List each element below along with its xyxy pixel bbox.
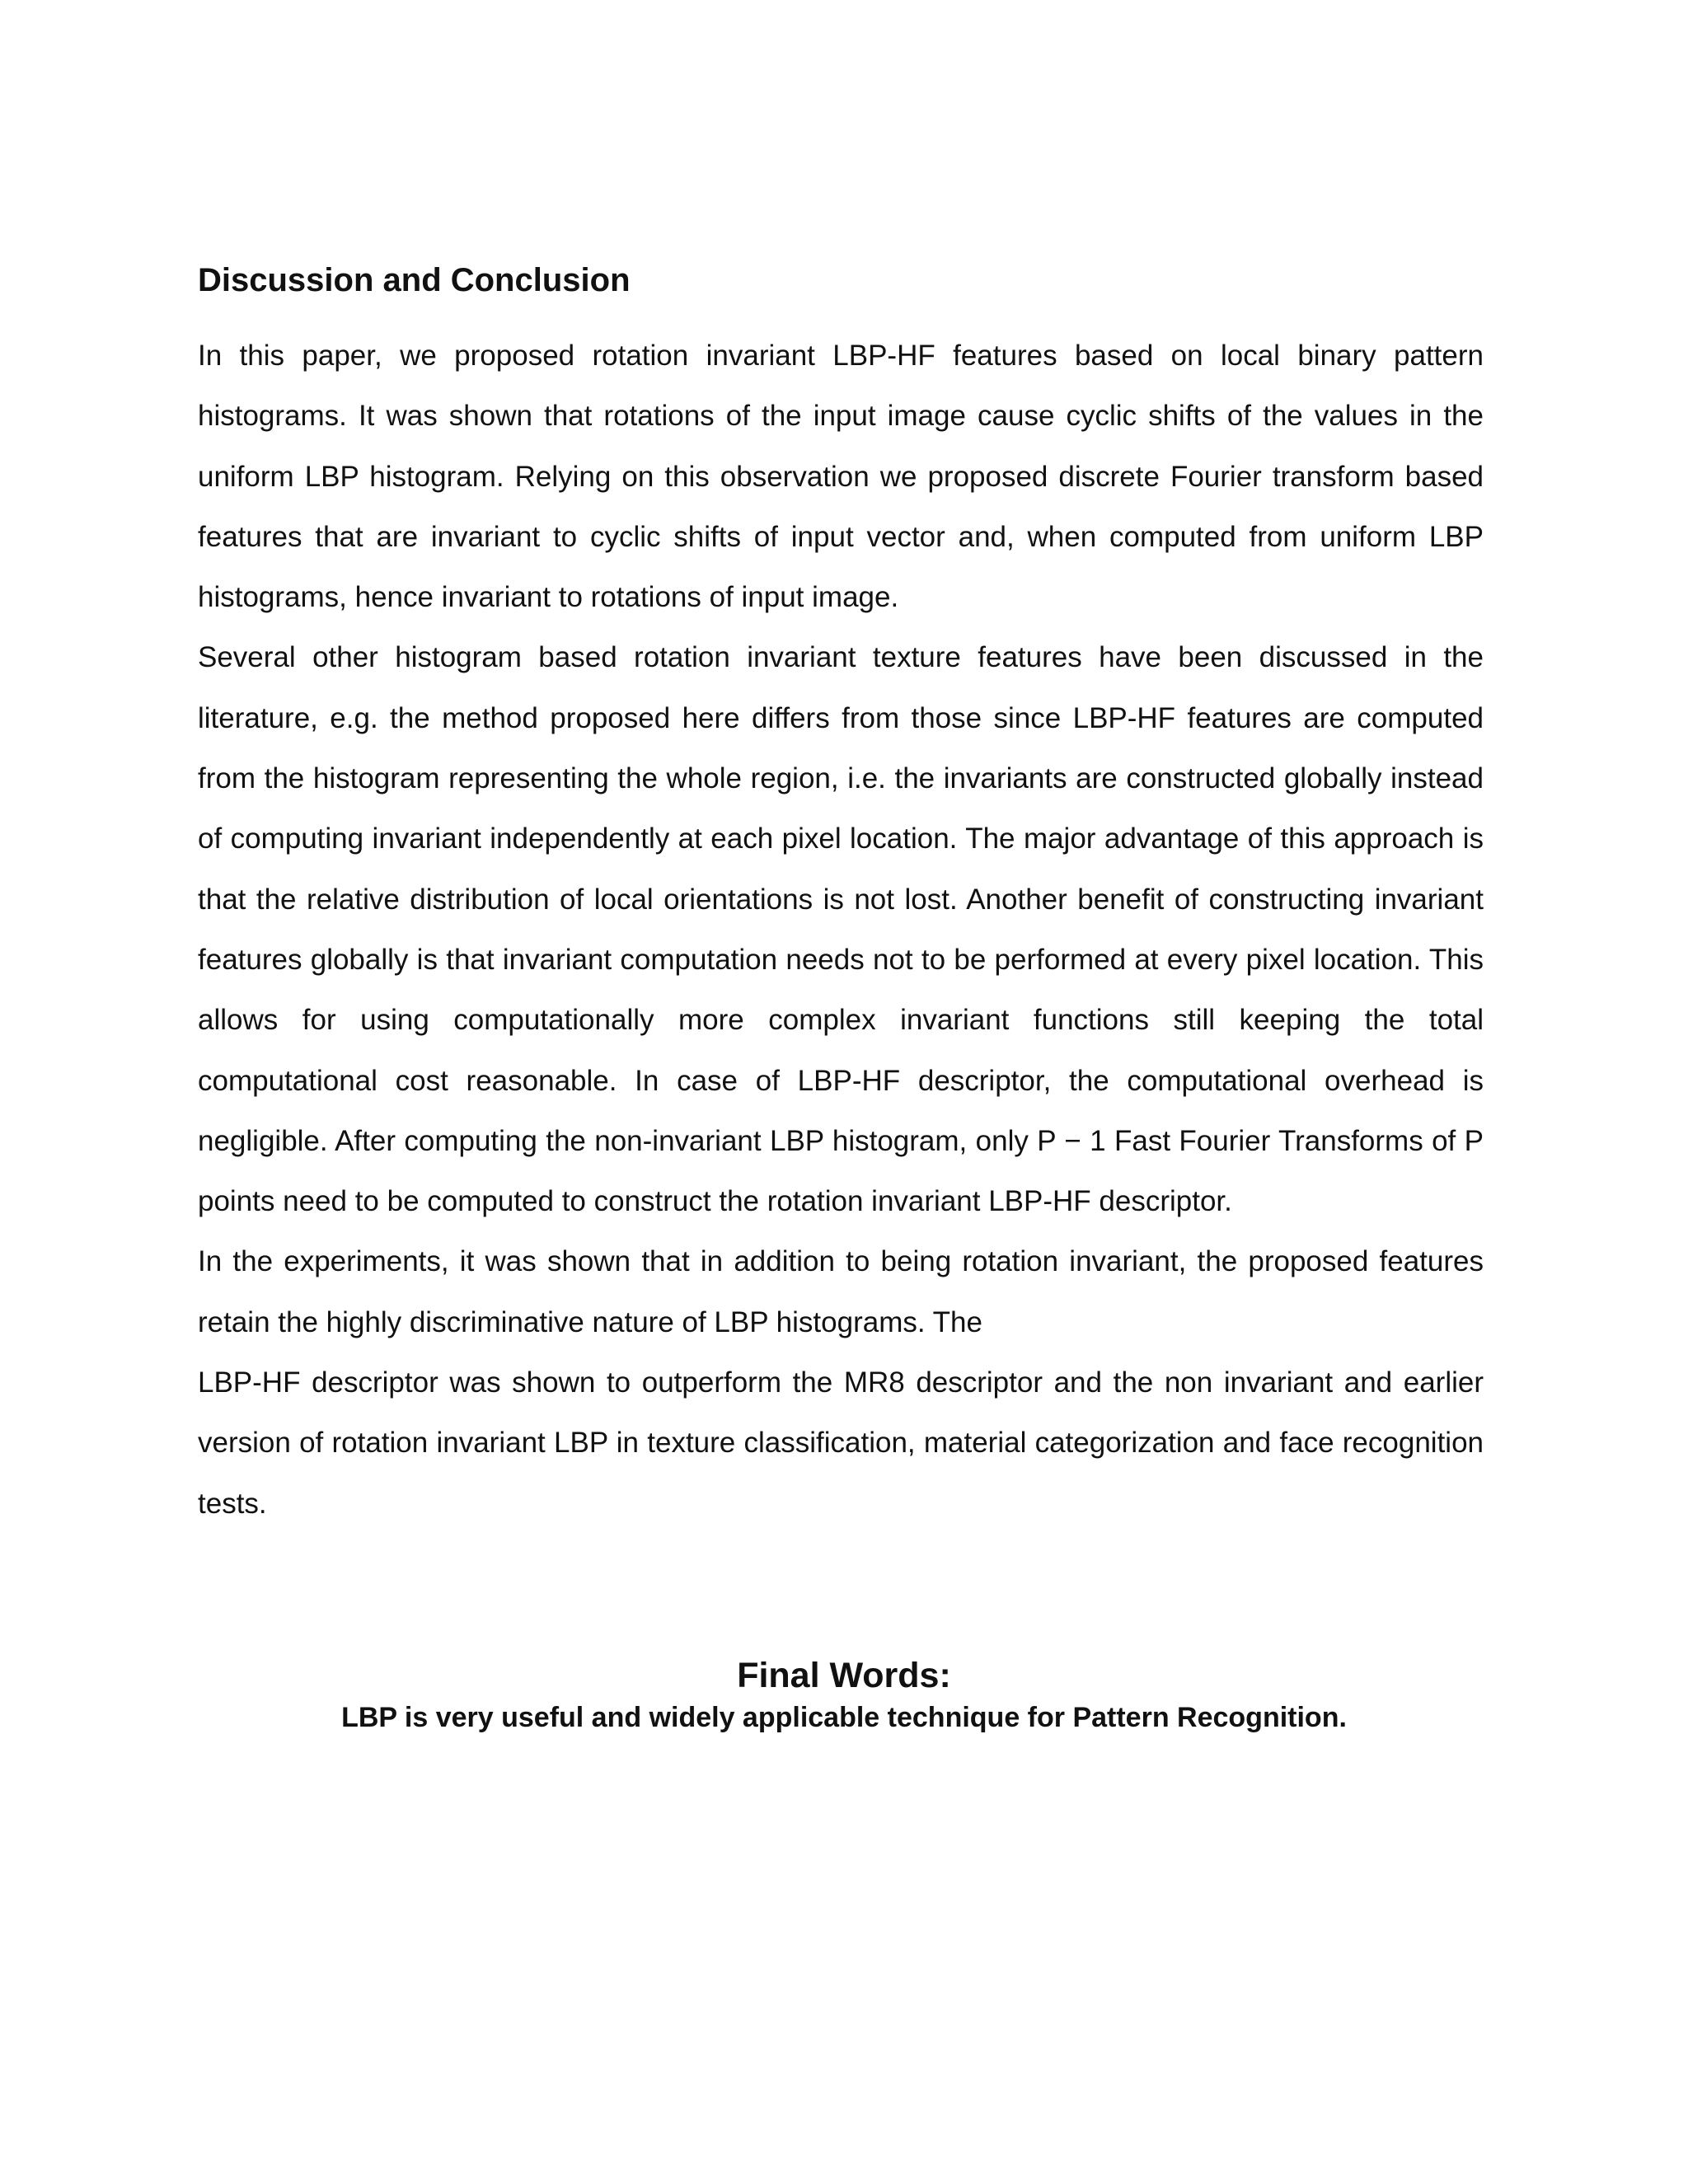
final-words-title: Final Words:	[737, 1656, 951, 1695]
section-heading: Discussion and Conclusion	[198, 262, 631, 298]
paragraph-summary: In this paper, we proposed rotation invariant LBP-HF features based on local binary pattern histograms. It was shown that rotations of the input image cause cyclic shifts of the values in the uniform LBP histogram. Relying on this observation we proposed discrete Fourier transform based features that are invariant to cyclic shifts of input vector and, when computed from uniform LBP histograms, hence invariant to rotations of input image.	[198, 340, 1484, 614]
paragraph-results: LBP-HF descriptor was shown to outperform the MR8 descriptor and the non invariant and earlier version of rotation invariant LBP in texture classification, material categorization and face recognition tests.	[198, 1366, 1484, 1520]
paragraph-related-work: Several other histogram based rotation invariant texture features have been discussed in the literature, e.g. the method proposed here differs from those since LBP-HF features are computed from the histogram representing the whole region, i.e. the invariants are constructed globally instead of computing invariant independently at each pixel location. The major advantage of this approach is that the relative distribution of local orientations is not lost. Another benefit of constructing invariant features globally is that invariant computation needs not to be performed at every pixel location. This allows for using computationally more complex invariant functions still keeping the total computational cost reasonable. In case of LBP-HF descriptor, the computational overhead is negligible. After computing the non-invariant LBP histogram, only P − 1 Fast Fourier Transforms of P points need to be computed to construct the rotation invariant LBP-HF descriptor.	[198, 641, 1484, 1218]
body-text	[198, 326, 1484, 1534]
final-words-block	[0, 1652, 1688, 1736]
final-words-text: LBP is very useful and widely applicable technique for Pattern Recognition.	[341, 1702, 1347, 1733]
paragraph-experiments: In the experiments, it was shown that in addition to being rotation invariant, the proposed features retain the highly discriminative nature of LBP histograms. The	[198, 1245, 1484, 1338]
